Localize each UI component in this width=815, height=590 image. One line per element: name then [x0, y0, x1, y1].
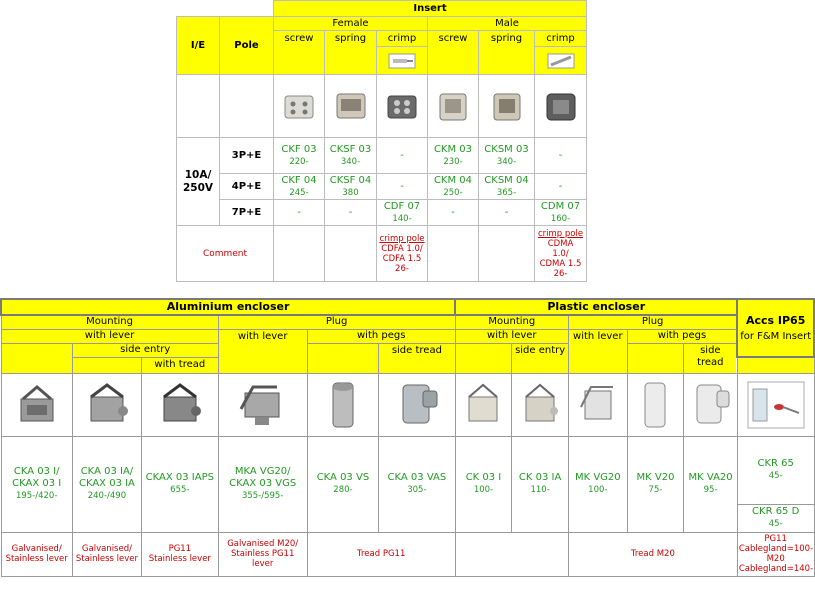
- code-cell: -: [377, 174, 428, 200]
- code-cell: -: [535, 138, 587, 174]
- alu-side-entry-header: side entry: [72, 343, 218, 357]
- female-header: Female: [274, 17, 428, 31]
- pole-7pe: 7P+E: [220, 200, 274, 226]
- sub-header-screw: screw: [428, 31, 479, 75]
- code-ck-03-i: CK 03 I 100-: [455, 436, 512, 532]
- blank-yellow: [307, 343, 378, 373]
- note-galvanised-1: Galvanised/ Stainless lever: [1, 532, 72, 576]
- code-ckr-65-d: CKR 65 D 45-: [737, 504, 814, 532]
- blank-cell: [428, 226, 479, 282]
- plastic-side-entry-header: side entry: [512, 343, 569, 373]
- note-tread-m20: Tread M20: [568, 532, 737, 576]
- code-cka-03-vs: CKA 03 VS 280-: [307, 436, 378, 532]
- blank-cell: [455, 532, 568, 576]
- code-cka-03-i: CKA 03 I/ CKAX 03 I 195-/420-: [1, 436, 72, 532]
- plastic-encloser-header: Plastic encloser: [455, 299, 737, 315]
- note-pg11: PG11 Stainless lever: [142, 532, 219, 576]
- blank-yellow: [455, 343, 512, 373]
- sub-header-crimp: crimp: [377, 31, 428, 47]
- code-cell: CKF 04 245-: [274, 174, 325, 200]
- alu-with-pegs-header: with pegs: [307, 329, 455, 343]
- code-ckax-03-iaps: CKAX 03 IAPS 655-: [142, 436, 219, 532]
- code-cell: -: [479, 200, 535, 226]
- housing-image-cka-vas: [379, 373, 456, 436]
- crimp-pin-female-image: [377, 47, 428, 75]
- insert-image-cksf: [325, 75, 377, 138]
- ie-header: I/E: [177, 17, 220, 75]
- blank-yellow: [737, 357, 814, 373]
- alu-side-tread-header: side tread: [379, 343, 456, 373]
- sub-header-spring: spring: [479, 31, 535, 75]
- housing-image-cka-vs: [307, 373, 378, 436]
- alu-plug-with-lever-header: with lever: [218, 329, 307, 373]
- code-cell: -: [274, 200, 325, 226]
- code-cell: CKM 04 250-: [428, 174, 479, 200]
- code-cell: -: [535, 174, 587, 200]
- comment-label: Comment: [177, 226, 274, 282]
- code-mka-vg20: MKA VG20/ CKAX 03 VGS 355-/595-: [218, 436, 307, 532]
- code-cell: -: [377, 138, 428, 174]
- crimp-pole-link[interactable]: crimp pole: [379, 233, 425, 244]
- blank-corner: [177, 1, 220, 17]
- housing-image-ck-i: [455, 373, 512, 436]
- aluminium-encloser-header: Aluminium encloser: [1, 299, 455, 315]
- alu-plug-header: Plug: [218, 315, 455, 329]
- blank-cell: [177, 75, 220, 138]
- code-mk-va20: MK VA20 95-: [684, 436, 738, 532]
- crimp-pole-link[interactable]: crimp pole: [537, 228, 584, 239]
- blank-yellow: [72, 357, 141, 373]
- code-cell: CKSF 04 380: [325, 174, 377, 200]
- blank-yellow: [627, 343, 684, 373]
- note-cablegland: PG11 Cablegland=100- M20 Cablegland=140-: [738, 534, 814, 574]
- housing-image-ck-ia: [512, 373, 569, 436]
- code-mk-vg20: MK VG20 100-: [568, 436, 627, 532]
- blank-cell: [220, 75, 274, 138]
- code-cka-03-ia: CKA 03 IA/ CKAX 03 IA 240-/490: [72, 436, 141, 532]
- housing-image-mk-v20: [627, 373, 684, 436]
- code-mk-v20: MK V20 75-: [627, 436, 684, 532]
- blank-cell: [274, 226, 325, 282]
- code-cell: CKSM 04 365-: [479, 174, 535, 200]
- sub-header-crimp: crimp: [535, 31, 587, 47]
- alu-with-tread-header: with tread: [142, 357, 219, 373]
- accs-header: Accs IP65 for F&M Insert: [737, 299, 814, 357]
- comment-male-crimp: crimp pole CDMA 1.0/ CDMA 1.5 26-: [535, 226, 587, 282]
- note-galvanised-m20: Galvanised M20/ Stainless PG11 lever: [218, 532, 307, 576]
- code-cell: CDF 07 140-: [377, 200, 428, 226]
- insert-image-cdm: [535, 75, 587, 138]
- note-tread-pg11: Tread PG11: [307, 532, 455, 576]
- insert-table: [176, 0, 587, 282]
- housing-image-ckax-iaps: [142, 373, 219, 436]
- plastic-plug-with-lever-header: with lever: [568, 329, 627, 373]
- code-cell: CKM 03 230-: [428, 138, 479, 174]
- sub-header-spring: spring: [325, 31, 377, 75]
- code-ckr-65: CKR 65 45-: [737, 436, 814, 504]
- insert-image-cdf: [377, 75, 428, 138]
- blank-yellow: [1, 343, 72, 373]
- housing-image-mk-va20: [684, 373, 738, 436]
- code-cell: CKSM 03 340-: [479, 138, 535, 174]
- insert-header: Insert: [274, 1, 587, 17]
- insert-image-ckf: [274, 75, 325, 138]
- accessory-image-ckr65: [737, 373, 814, 436]
- blank-cell: [325, 226, 377, 282]
- plastic-mounting-header: Mounting: [455, 315, 568, 329]
- encloser-table: [0, 298, 815, 577]
- code-cka-03-vas: CKA 03 VAS 305-: [379, 436, 456, 532]
- code-cell: -: [325, 200, 377, 226]
- alu-mounting-header: Mounting: [1, 315, 218, 329]
- housing-image-cka-ia: [72, 373, 141, 436]
- pole-3pe: 3P+E: [220, 138, 274, 174]
- pole-header: Pole: [220, 17, 274, 75]
- voltage-label: 10A/ 250V: [177, 138, 220, 226]
- plastic-plug-header: Plug: [568, 315, 737, 329]
- housing-image-mk-vg20: [568, 373, 627, 436]
- code-ck-03-ia: CK 03 IA 110-: [512, 436, 569, 532]
- crimp-pin-male-image: [535, 47, 587, 75]
- alu-with-lever-header: with lever: [1, 329, 218, 343]
- blank-cell: [479, 226, 535, 282]
- comment-female-crimp: crimp pole CDFA 1.0/ CDFA 1.5 26-: [377, 226, 428, 282]
- code-cell: CKSF 03 340-: [325, 138, 377, 174]
- sub-header-screw: screw: [274, 31, 325, 75]
- pole-4pe: 4P+E: [220, 174, 274, 200]
- note-galvanised-2: Galvanised/ Stainless lever: [72, 532, 141, 576]
- male-header: Male: [428, 17, 587, 31]
- code-cell: CDM 07 160-: [535, 200, 587, 226]
- blank-corner: [220, 1, 274, 17]
- code-cell: CKF 03 220-: [274, 138, 325, 174]
- housing-image-cka-i: [1, 373, 72, 436]
- insert-image-ckm: [428, 75, 479, 138]
- plastic-with-lever-header: with lever: [455, 329, 568, 343]
- plastic-with-pegs-header: with pegs: [627, 329, 737, 343]
- plastic-side-tread-header: side tread: [684, 343, 738, 373]
- insert-image-cksm: [479, 75, 535, 138]
- code-cell: -: [428, 200, 479, 226]
- housing-image-mka-vg20: [218, 373, 307, 436]
